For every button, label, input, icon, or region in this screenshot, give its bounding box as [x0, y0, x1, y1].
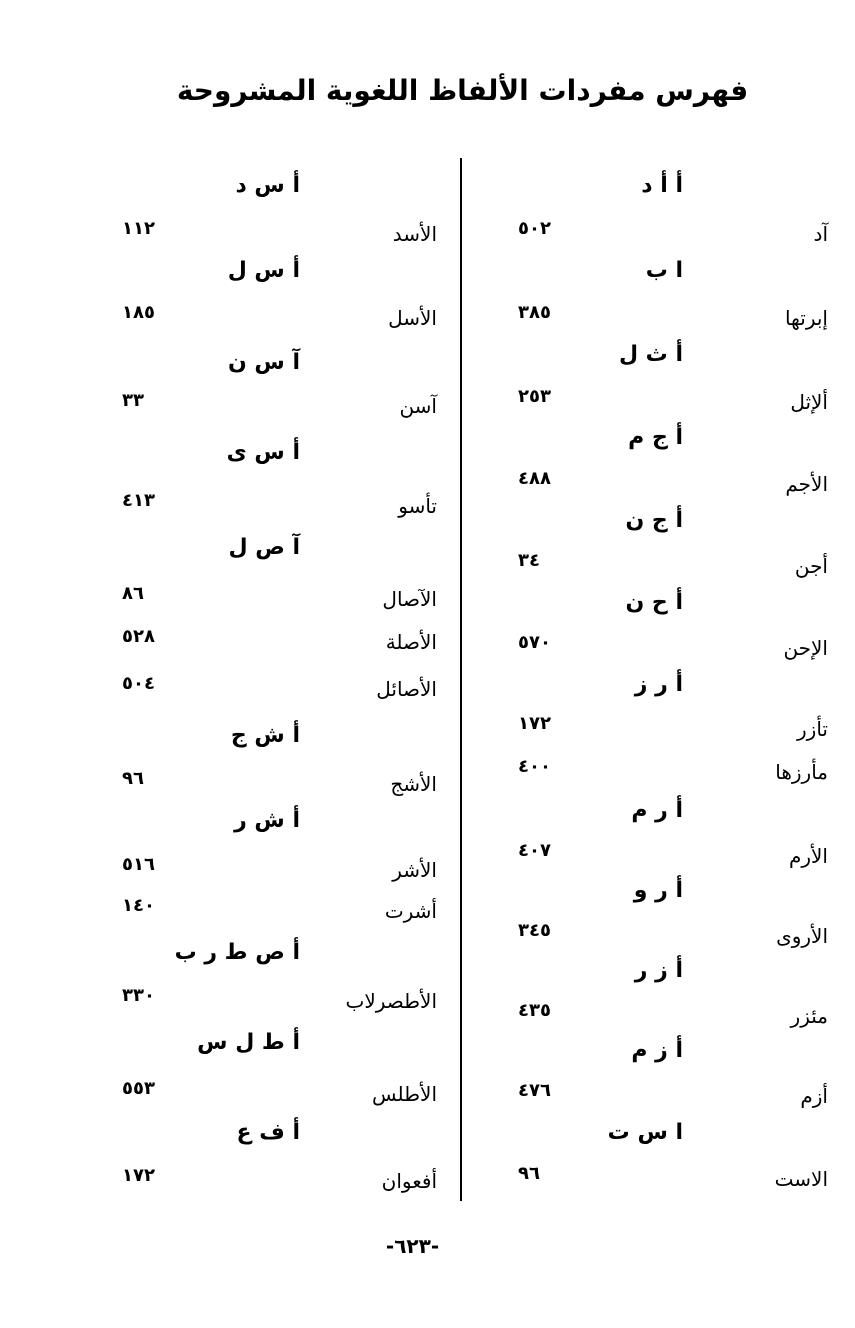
entry-word: تأسو — [398, 494, 437, 518]
root-heading: أ ث ل — [618, 342, 683, 367]
entry-word: إبرتها — [784, 306, 828, 330]
entry-word: الأسد — [392, 222, 437, 246]
entry-page: ١٧٢ — [518, 713, 551, 734]
root-heading: أ س د — [235, 173, 300, 198]
entry-word: أشرت — [384, 899, 437, 923]
entry-page: ٥٢٨ — [122, 626, 155, 647]
entry-page: ٤٣٥ — [518, 1000, 551, 1021]
root-heading: أ ر ز — [634, 672, 683, 697]
root-heading: أ ر م — [631, 798, 683, 823]
entry-page: ٥٠٤ — [122, 673, 155, 694]
entry-word: آد — [813, 222, 828, 246]
root-heading: أ س ل — [227, 258, 300, 283]
entry-word: الأروى — [776, 924, 828, 948]
entry-page: ١٧٢ — [122, 1165, 155, 1186]
entry-word: أزم — [800, 1084, 828, 1108]
entry-page: ٥١٦ — [122, 854, 155, 875]
entry-word: الأشر — [392, 858, 437, 882]
page-number: -٦٢٣- — [385, 1234, 440, 1258]
entry-word: آسن — [399, 394, 437, 418]
entry-page: ١١٢ — [122, 218, 155, 239]
root-heading: أ ش ر — [234, 808, 300, 833]
entry-page: ٤٠٧ — [518, 840, 551, 861]
entry-page: ٨٦ — [122, 583, 144, 604]
entry-word: الأصلة — [385, 630, 437, 654]
entry-word: الأرم — [788, 844, 828, 868]
entry-page: ٣٨٥ — [518, 302, 551, 323]
entry-page: ١٨٥ — [122, 302, 155, 323]
entry-page: ٢٥٣ — [518, 386, 551, 407]
root-heading: أ ط ل س — [197, 1030, 300, 1055]
entry-word: الأطصرلاب — [345, 989, 437, 1013]
root-heading: آ س ن — [228, 350, 300, 375]
root-heading: أ ج ن — [625, 508, 683, 533]
entry-word: الأصائل — [376, 677, 437, 701]
entry-page: ٥٠٢ — [518, 218, 551, 239]
entry-word: أفعوان — [381, 1169, 437, 1193]
root-heading: ا ب — [645, 258, 683, 283]
entry-page: ٩٦ — [518, 1163, 540, 1184]
root-heading: أ ش ج — [230, 723, 300, 748]
entry-word: أجن — [794, 554, 828, 578]
entry-word: الإحن — [783, 636, 828, 660]
entry-word: مئزر — [790, 1004, 828, 1028]
column-divider — [460, 158, 462, 1201]
root-heading: أ ج م — [628, 425, 683, 450]
root-heading: ا س ت — [607, 1120, 683, 1145]
root-heading: أ ز ر — [634, 958, 683, 983]
entry-word: الأجم — [785, 472, 828, 496]
entry-page: ٤٨٨ — [518, 468, 551, 489]
root-heading: أ س ى — [226, 440, 300, 465]
root-heading: آ ص ل — [228, 535, 300, 560]
root-heading: أ ص ط ر ب — [174, 940, 300, 965]
entry-word: الآصال — [382, 587, 437, 611]
entry-page: ١٤٠ — [122, 895, 155, 916]
entry-page: ٤٧٦ — [518, 1080, 551, 1101]
entry-word: الاست — [774, 1167, 828, 1191]
entry-word: مأرزها — [775, 760, 828, 784]
entry-page: ٣٣ — [122, 390, 144, 411]
entry-page: ٤١٣ — [122, 490, 155, 511]
entry-word: الأسل — [388, 306, 437, 330]
index-title: فهرس مفردات الألفاظ اللغوية المشروحة — [176, 74, 749, 107]
root-heading: أ أ د — [641, 173, 683, 198]
root-heading: أ ر و — [633, 878, 683, 903]
entry-page: ٥٧٠ — [518, 632, 551, 653]
entry-page: ٤٠٠ — [518, 756, 551, 777]
entry-word: تأزر — [797, 717, 828, 741]
entry-word: الأشج — [390, 772, 437, 796]
entry-page: ٣٣٠ — [122, 985, 155, 1006]
entry-page: ٣٤ — [518, 550, 540, 571]
root-heading: أ ف ع — [236, 1120, 300, 1145]
root-heading: أ ز م — [631, 1038, 683, 1063]
entry-word: الأطلس — [372, 1082, 437, 1106]
entry-word: ألإثل — [790, 390, 828, 414]
root-heading: أ ح ن — [625, 590, 683, 615]
entry-page: ٥٥٣ — [122, 1078, 155, 1099]
entry-page: ٣٤٥ — [518, 920, 551, 941]
entry-page: ٩٦ — [122, 768, 144, 789]
